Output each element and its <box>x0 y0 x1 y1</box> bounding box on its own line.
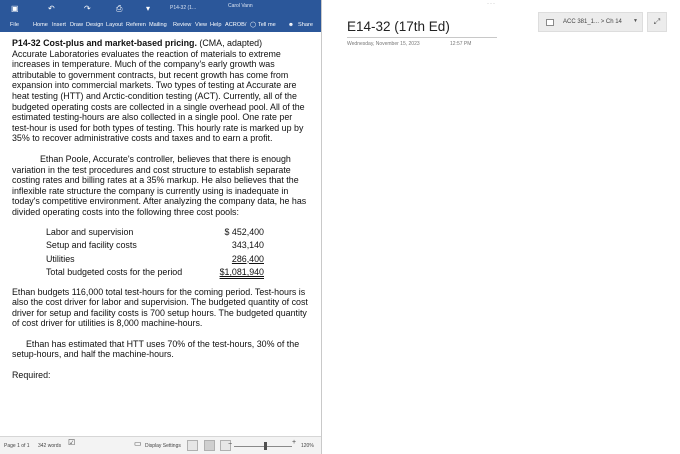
page-date: Wednesday, November 15, 2023 <box>347 41 420 47</box>
notebook-breadcrumb[interactable] <box>538 12 643 32</box>
document-page[interactable] <box>0 32 322 436</box>
focus-mode-button[interactable] <box>187 440 198 451</box>
tab-review[interactable]: Review <box>173 22 192 28</box>
table-row <box>46 267 264 281</box>
cost-amount: 286,400 <box>231 253 264 264</box>
document-title: P14-32 (1... <box>170 5 197 11</box>
cost-total-label: Total budgeted costs for the period <box>46 267 183 277</box>
onenote-title-strip <box>323 0 680 10</box>
word-window <box>0 0 322 454</box>
paragraph-controller: Ethan Poole, Accurate's controller, believes that there is enough variation in the test procedures and cost structure to establish separate costing rates and billing rates at a 35% markup. He also believes that the inflexible rate structure the company is currently using is inadequate in today's competitive environment. After analyzing the company data, he has divided operating costs into the following three cost pools: <box>12 153 307 217</box>
notebook-page-icon <box>546 19 554 26</box>
cost-amount: 343,140 <box>231 240 264 250</box>
tell-me-search[interactable]: Tell me <box>258 22 276 28</box>
print-icon[interactable]: ⎙ <box>116 4 123 13</box>
problem-source: (CMA, adapted) <box>199 38 263 48</box>
zoom-slider[interactable] <box>234 446 292 447</box>
redo-icon[interactable]: ↷ <box>84 4 91 13</box>
customize-icon[interactable]: ▾ <box>146 4 151 13</box>
tab-insert[interactable]: Insert <box>52 22 66 28</box>
undo-icon[interactable]: ↶ <box>48 4 55 13</box>
page-title[interactable]: E14-32 (17th Ed) <box>347 19 450 34</box>
tab-design[interactable]: Design <box>86 22 104 28</box>
onenote-window <box>323 0 680 454</box>
save-icon[interactable]: ▣ <box>11 4 19 13</box>
paragraph-budget: Ethan budgets 116,000 total test-hours for the coming period. Test-hours is also the cost driver for labor and supervision. The budgeted quantity of cost driver for setup and facility costs is 700 setup hours. The budgeted quantity of cost driver for utilities is 8,000 machine-hours. <box>12 286 308 329</box>
tab-help[interactable]: Help <box>210 22 222 28</box>
zoom-level[interactable]: 120% <box>301 443 314 449</box>
proofing-icon[interactable]: ☑ <box>68 438 76 447</box>
tab-view[interactable]: View <box>195 22 208 28</box>
page-time: 12:57 PM <box>450 41 472 47</box>
tab-layout[interactable]: Layout <box>106 22 123 28</box>
required-heading: Required: <box>12 370 51 381</box>
breadcrumb-text: ACC 381_1... > Ch 14 <box>563 19 622 25</box>
display-settings-icon[interactable]: ▭ <box>134 439 142 448</box>
document-body[interactable] <box>12 38 308 381</box>
share-button[interactable]: Share <box>298 22 313 28</box>
cost-amount: $ 452,400 <box>224 226 264 237</box>
cost-label: Setup and facility costs <box>46 240 137 250</box>
cost-total-amount: $1,081,940 <box>219 267 264 277</box>
user-name[interactable]: Carol Vann <box>228 3 253 9</box>
zoom-out-button[interactable]: − <box>228 441 233 448</box>
tab-home[interactable]: Home <box>33 22 48 28</box>
cost-label: Utilities <box>46 253 75 264</box>
tab-draw[interactable]: Draw <box>70 22 84 28</box>
tab-acrobat[interactable]: ACROB/ <box>225 22 247 28</box>
chevron-down-icon: ▼ <box>633 18 638 24</box>
paragraph-spacer <box>12 360 308 370</box>
more-options-icon[interactable]: ··· <box>487 1 496 7</box>
zoom-slider-thumb[interactable] <box>264 442 267 450</box>
table-row <box>46 227 264 241</box>
word-title-bar <box>0 0 322 18</box>
paragraph-spacer <box>12 144 308 154</box>
cost-pool-table <box>46 227 264 281</box>
tab-mailings[interactable]: Mailing <box>149 22 167 28</box>
print-layout-button[interactable] <box>204 440 215 451</box>
expand-icon[interactable]: ⤢ <box>647 12 667 32</box>
display-settings-button[interactable]: Display Settings <box>145 443 181 449</box>
paragraph-htt: Ethan has estimated that HTT uses 70% of the test-hours, 30% of the setup-hours, and half the machine-hours. <box>12 338 300 360</box>
paragraph-spacer <box>12 329 308 339</box>
problem-heading <box>12 38 308 49</box>
tab-file[interactable]: File <box>10 22 20 28</box>
problem-title: P14-32 Cost-plus and market-based pricing. <box>12 38 197 48</box>
tab-references[interactable]: Referen <box>126 22 146 28</box>
cost-label: Labor and supervision <box>46 226 134 237</box>
paragraph-intro: Accurate Laboratories evaluates the reaction of materials to extreme increases in temperature. Much of the company's early growth was attributable to government contracts, but recent growth has come from expansion into commercial markets. Two types of testing at Accurate are heat testing (HTT) and Arctic-condition testing (ACT). Currently, all of the budgeted operating costs are collected in a single overhead pool. All of the estimated testing-hours are also collected in a single pool. One rate per test-hour is used for both types of testing. This hourly rate is marked up by 35% to recover administrative costs and taxes and to earn a profit. <box>12 48 305 144</box>
table-row <box>46 240 264 254</box>
share-icon[interactable]: ☻ <box>288 22 294 28</box>
ribbon-tabs <box>0 18 322 32</box>
title-underline <box>347 37 497 38</box>
page-count[interactable]: Page 1 of 1 <box>4 443 30 449</box>
zoom-in-button[interactable]: + <box>292 439 297 446</box>
status-bar <box>0 436 322 454</box>
table-row <box>46 254 264 268</box>
word-count[interactable]: 342 words <box>38 443 62 449</box>
lightbulb-icon: ◯ <box>250 22 257 28</box>
